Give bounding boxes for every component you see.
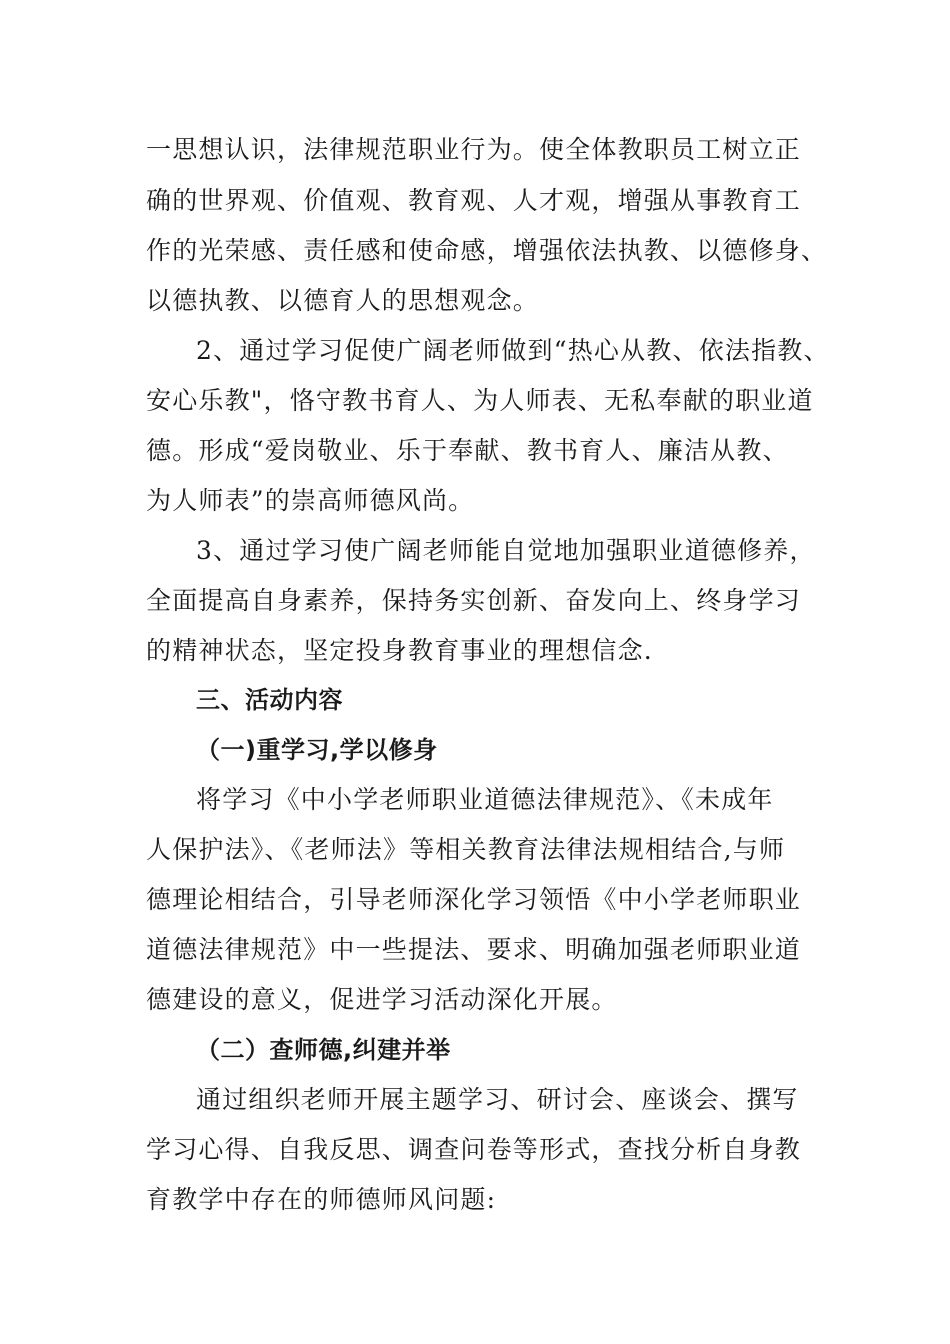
body-text-line: 作的光荣感、责任感和使命感，增强依法执教、以德修身、: [146, 236, 828, 265]
body-text-line: 安心乐教"，恪守教书育人、为人师表、无私奉献的职业道: [146, 386, 814, 415]
body-text-line: 的精神状态，坚定投身教育事业的理想信念.: [146, 636, 653, 665]
body-text-line: 学习心得、自我反思、调查问卷等形式，查找分析自身教: [146, 1135, 802, 1164]
body-text-line: 为人师表”的崇高师德风尚。: [146, 486, 475, 515]
body-text-line: 德。形成“爱岗敬业、乐于奉献、教书育人、廉洁从教、: [146, 436, 789, 465]
body-text-line: 德理论相结合，引导老师深化学习领悟《中小学老师职业: [146, 885, 802, 914]
body-text-line: 人保护法》、《老师法》等相关教育法律法规相结合,与师: [146, 835, 786, 864]
body-text-line: 育教学中存在的师德师风问题:: [146, 1185, 497, 1214]
subsection-heading: （二）查师德,纠建并举: [196, 1036, 451, 1064]
body-text-line: 全面提高自身素养，保持务实创新、奋发向上、终身学习: [146, 586, 802, 615]
section-heading: 三、活动内容: [196, 686, 343, 714]
body-text-line: 一思想认识，法律规范职业行为。使全体教职员工树立正: [146, 135, 802, 164]
paragraph-start: 通过组织老师开展主题学习、研讨会、座谈会、撰写: [196, 1085, 799, 1114]
body-text-line: 以德执教、以德育人的思想观念。: [146, 286, 540, 315]
body-text-line: 德建设的意义，促进学习活动深化开展。: [146, 985, 618, 1014]
body-text-line: 确的世界观、价值观、教育观、人才观，增强从事教育工: [146, 186, 802, 215]
subsection-heading: （一)重学习,学以修身: [196, 736, 438, 764]
body-text-line: 道德法律规范》中一些提法、要求、明确加强老师职业道: [146, 935, 802, 964]
paragraph-start: 将学习《中小学老师职业道德法律规范》、《未成年: [196, 785, 774, 814]
paragraph-item-2-start: 2、通过学习促使广阔老师做到“热心从教、依法指教、: [196, 336, 830, 365]
paragraph-item-3-start: 3、通过学习使广阔老师能自觉地加强职业道德修养，: [196, 536, 816, 565]
